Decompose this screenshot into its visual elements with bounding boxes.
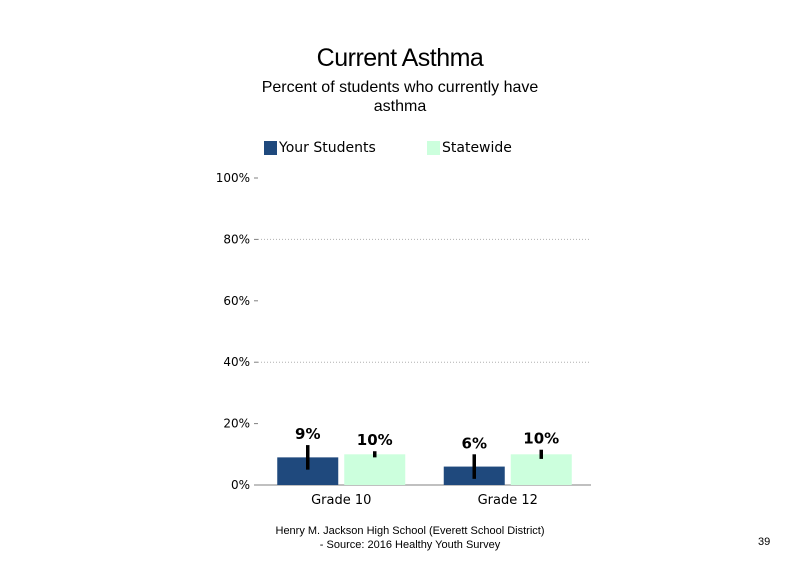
data-label: 10% (523, 429, 560, 448)
y-tick-label: 0% (230, 478, 250, 492)
footer-line-2: - Source: 2016 Healthy Youth Survey (319, 539, 501, 551)
footer-line-1: Henry M. Jackson High School (Everett School District) (275, 525, 545, 537)
legend-label-your-students: Your Students (279, 140, 376, 156)
legend-label-statewide: Statewide (442, 140, 512, 156)
x-tick-label: Grade 10 (311, 493, 372, 508)
chart-title: Current Asthma (316, 44, 484, 72)
y-tick-label: 20% (223, 416, 250, 431)
footer-source (240, 524, 580, 552)
y-tick-label: 100% (215, 171, 250, 185)
data-label: 6% (461, 434, 487, 453)
data-label: 9% (295, 425, 321, 444)
page-number: 39 (758, 536, 771, 548)
y-tick-label: 40% (223, 355, 250, 370)
bar (344, 454, 405, 485)
data-label: 10% (356, 431, 393, 450)
y-tick-label: 60% (223, 293, 250, 308)
chart-subtitle: Percent of students who currently have asthma (261, 79, 539, 115)
x-tick-label: Grade 12 (477, 493, 538, 508)
y-tick-label: 80% (223, 232, 250, 247)
